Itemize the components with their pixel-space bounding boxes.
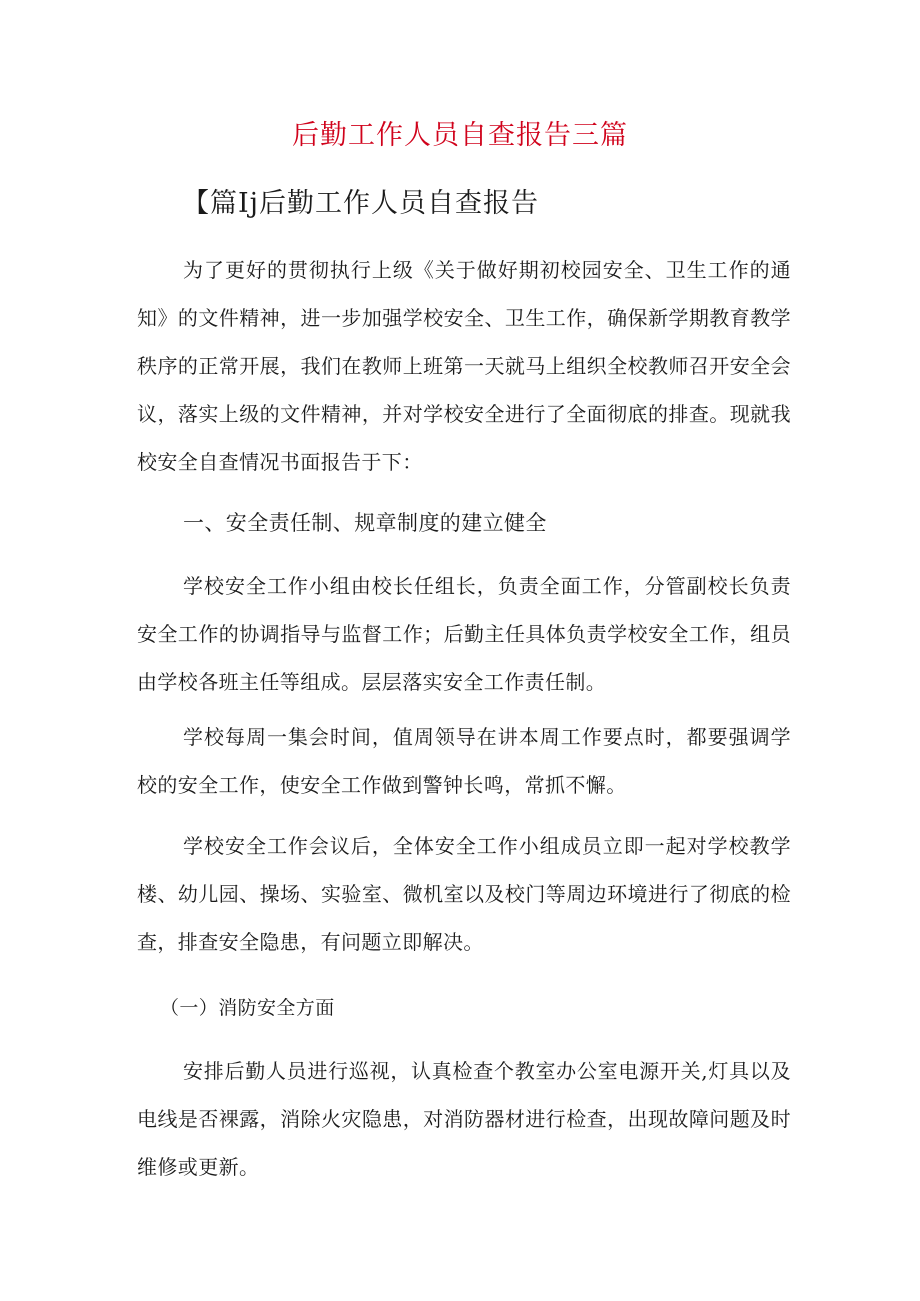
- paragraph-intro: 为了更好的贯彻执行上级《关于做好期初校园安全、卫生工作的通知》的文件精神，进一步加强学校安全、卫生工作，确保新学期教育教学秩序的正常开展，我们在教师上班第一天就马上组织全校教师召开安全会议，落实上级的文件精神，并对学校安全进行了全面彻底的排查。现就我校安全自查情况书面报告于下：: [137, 258, 791, 474]
- paragraph-fire-safety: 安排后勤人员进行巡视，认真检查个教室办公室电源开关,灯具以及电线是否裸露，消除火灾隐患，对消防器材进行检查，出现故障问题及时维修或更新。: [137, 1059, 791, 1179]
- heading-responsibility: 一、安全责任制、规章制度的建立健全: [183, 511, 547, 535]
- document-title: 后勤工作人员自查报告三篇: [292, 120, 628, 151]
- section-title: 【篇Ij后勤工作人员自查报告: [182, 188, 540, 219]
- paragraph-weekly-meeting: 学校每周一集会时间，值周领导在讲本周工作要点时，都要强调学校的安全工作，使安全工作做到警钟长鸣，常抓不懈。: [137, 725, 791, 797]
- paragraph-responsibility: 学校安全工作小组由校长任组长，负责全面工作，分管副校长负责安全工作的协调指导与监督工作；后勤主任具体负责学校安全工作，组员由学校各班主任等组成。层层落实安全工作责任制。: [137, 574, 791, 694]
- paragraph-inspection: 学校安全工作会议后，全体安全工作小组成员立即一起对学校教学楼、幼儿园、操场、实验室、微机室以及校门等周边环境进行了彻底的检查，排查安全隐患，有问题立即解决。: [137, 834, 791, 954]
- heading-fire-safety: （一）消防安全方面: [160, 997, 335, 1019]
